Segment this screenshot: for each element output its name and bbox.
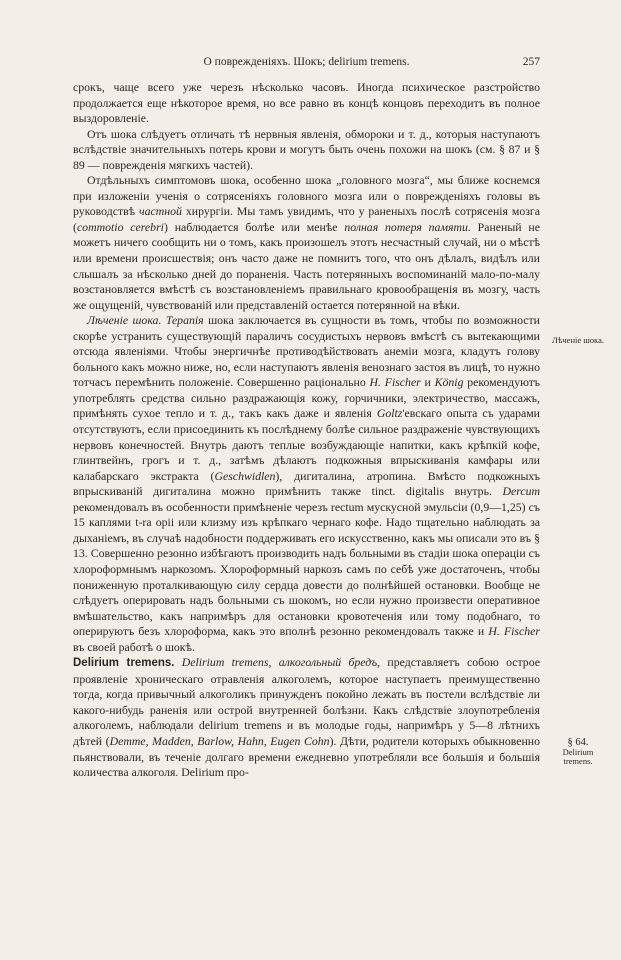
paragraph-2: Отъ шока слѣдуетъ отличать тѣ нервныя явленія, обмороки и т. д., которыя наступаютъ вслѣдствіе значительныхъ потерь крови и могутъ быть очень похожи на шокъ (см. § 87 и § 89 — поврежденія мягкихъ частей). (73, 126, 540, 172)
p4-italic-4: Goltz (376, 406, 403, 421)
p5-italic-1: Delirium tremens, алкогольный бредъ, (174, 655, 381, 670)
p3-italic-1: частной (139, 204, 182, 219)
p4-italic-5: Geschwidlen (214, 468, 276, 483)
p3-italic-3: полная потеря памяти. (344, 219, 471, 234)
p4-italic-3: König (434, 375, 464, 390)
p3-part-b: хирургіи. Мы тамъ увидимъ, что у раненыхъ послѣ сотрясенія мозга ( (73, 204, 540, 234)
paragraph-3 (73, 173, 540, 313)
p4-italic-7: H. Fischer (488, 624, 540, 639)
paragraph-5 (73, 655, 540, 780)
margin-note-lechenie: Лѣченіе шока. (552, 335, 604, 345)
p3-part-a: Отдѣльныхъ симптомовъ шока, особенно шока „головного мозга“, мы ближе коснемся при изложеніи ученія о сотрясеніяхъ головного мозга или о поврежденіяхъ головы въ руководствѣ (73, 173, 540, 219)
p5-italic-2: Demme, Madden, Barlow, Hahn, Eugen Cohn (109, 733, 330, 748)
p3-part-c: ) наблюдается болѣе или менѣе (163, 219, 345, 234)
p4-italic-1: Лѣченіе шока. Терапія (87, 313, 204, 328)
p5-part-a: представляетъ собою острое проявленіе хроническаго отравленія алкоголемъ, которое наступаетъ преимущественно тогда, когда привычный алкоголикъ принужденъ покойно лежать въ постели вслѣдствіе ли какого-нибудь раненія или острой внутренней болѣзни. Какъ слѣдствіе злоупотребленія алкоголемъ, наблюдали delirium tremens и въ молодые годы, напримѣръ у 5—8 лѣтнихъ дѣтей ( (73, 655, 540, 748)
p4-part-f: рекомендовалъ въ особенности примѣненіе черезъ rectum мускусной эмульсіи (0,9—1,25) съ 15 каплями t-ra opii или клизму изъ крѣпкаго чернаго кофе. Надо тщательно наблюдать за дыханіемъ, въ случаѣ надобности поддерживать его искусственно, какъ мы описали это въ § 13. Совершенно резонно избѣгаютъ производить надъ больными въ стадіи шока операціи съ хлороформнымъ наркозомъ. Хлороформный наркозъ самъ по себѣ уже достаточенъ, чтобы пониженную проталкивающую силу сердца довести до полнѣйшей остановки. Вообще не слѣдуетъ оперировать надъ больными съ шокомъ, но если нужно произвести оперативное вмѣшательство, какъ напримѣръ для остановки кровотеченія или тому подобнаго, то оперируютъ безъ хлороформа, какъ это вполнѣ резонно рекомендовалъ также и (73, 499, 540, 639)
p4-part-a: шока заключается въ сущности въ томъ, чтобы по возможности скорѣе устранить существующій параличъ сосудистыхъ нервовъ вмѣстѣ съ вытекающими отсюда явленіями. Чтобы энергичнѣе противодѣйствовать анеміи мозга, кладутъ голову больного какъ можно ниже, но, если наступаютъ явленія венознаго застоя въ лицѣ, то нужно тотчасъ перемѣнить положеніе. Совершенно раціонально (73, 313, 540, 390)
paragraph-1: срокъ, чаще всего уже черезъ нѣсколько часовъ. Иногда психическое разстройство продолжается еще нѣкоторое время, но все равно въ концѣ концовъ переходитъ въ полное выздоровленіе. (73, 80, 540, 126)
p4-italic-2: H. Fischer (369, 375, 421, 390)
p3-part-d: Раненый не можетъ ничего сообщить ни о томъ, какъ произошелъ этотъ несчастный случай, ни о мѣстѣ или времени происшествія; онъ часто даже не помнитъ того, что онъ дѣлалъ, видѣлъ или слышалъ за нѣсколько дней до пораненія. Часть потерянныхъ воспоминаній мало-по-малу возстановляется вмѣстѣ съ возстановленіемъ правильнаго кровообращенія въ мозгу, часть же ощущеній, чувствованій или представленій остается потерянной на вѣки. (73, 219, 540, 312)
running-header (73, 54, 540, 70)
running-title: О поврежденіяхъ. Шокъ; delirium tremens. (203, 56, 410, 68)
paragraph-4 (73, 313, 540, 655)
p4-part-e: ), дигиталина, атропина. Вмѣсто подкожныхъ впрыскиваній дигиталина можно примѣнить также tinct. digitalis внутрь. (73, 468, 540, 499)
p4-part-c: рекомендуютъ употреблять средства сильно раздражающія кожу, горчичники, электричество, массажъ, примѣнять сухое тепло и т. д., такъ какъ даже и явленія (73, 375, 541, 421)
page-number: 257 (522, 56, 540, 68)
p5-lead: Delirium tremens. (73, 657, 175, 670)
p4-italic-6: Dercum (502, 484, 540, 499)
p4-part-d: 'евскаго опыта съ ударами отсутствуютъ, если присоединить къ послѣднему болѣе сильное раздраженіе чувствующихъ нервовъ конечностей. Внутрь даютъ теплые возбуждающіе напитки, какъ крѣпкій кофе, глинтвейнъ, грогъ и т. д., затѣмъ дѣлаютъ подкожныя впрыскиванія камфары или калабарскаго экстракта ( (73, 406, 540, 483)
margin-note-section-number: § 64. (567, 737, 589, 748)
p4-part-g: въ своей работѣ о шокѣ. (73, 639, 195, 654)
margin-note-delirium-label: Delirium tremens. (562, 747, 594, 766)
p5-part-b: ). Дѣти, родители которыхъ обыкновенно пьянствовали, въ теченіе долгаго времени ежедневно употребляли все большія и большія количества алкоголя. Delirium про- (73, 733, 541, 780)
body-text (73, 80, 540, 781)
p3-italic-2: commotio cerebri (76, 219, 164, 234)
margin-note-delirium (548, 738, 608, 766)
p4-part-b: и (420, 375, 435, 390)
